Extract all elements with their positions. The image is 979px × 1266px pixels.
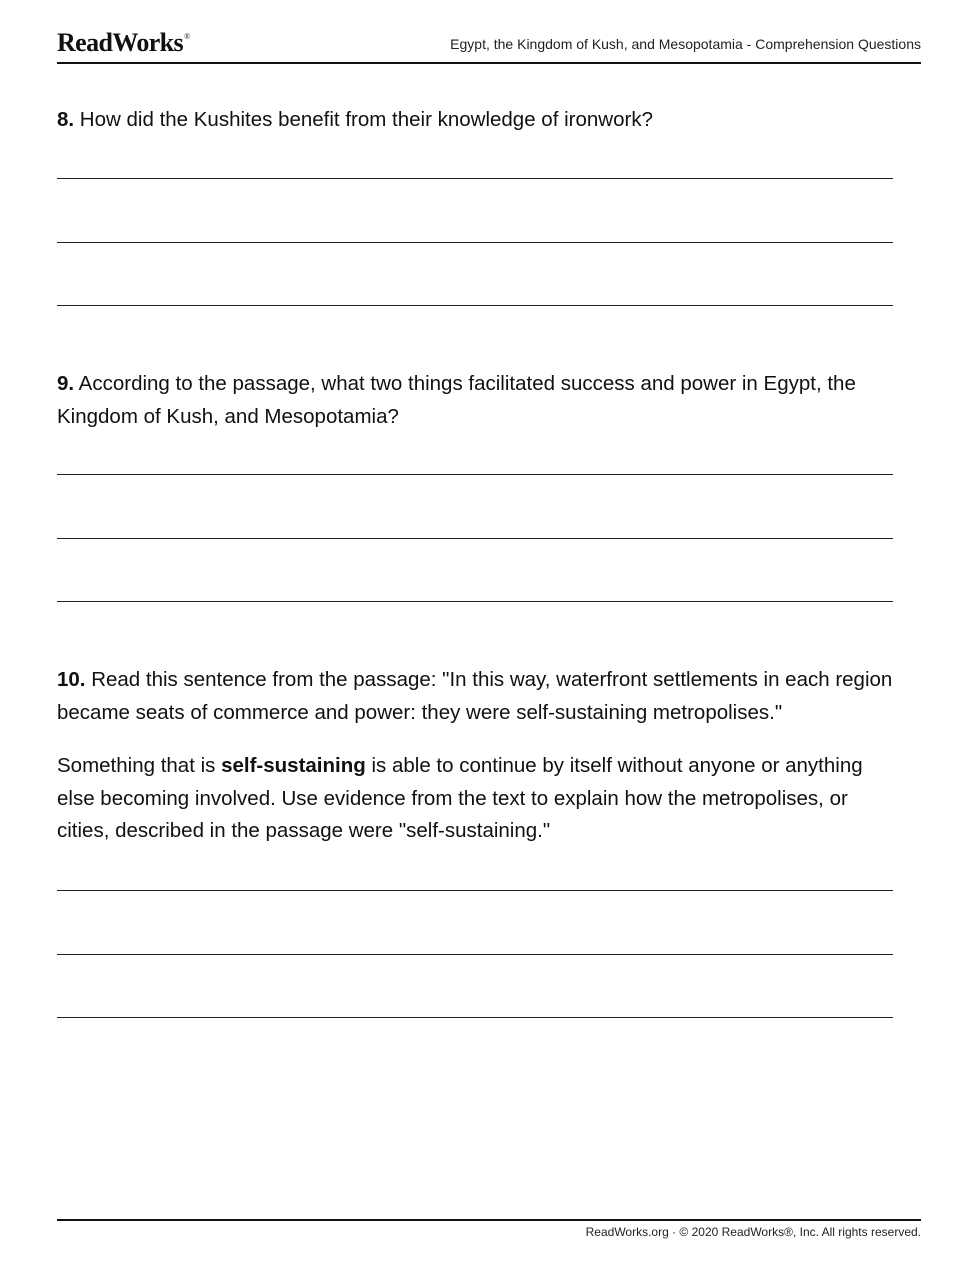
page-header	[57, 26, 921, 64]
answer-line-9-3[interactable]	[57, 601, 893, 602]
answer-line-8-1[interactable]	[57, 178, 893, 179]
question-text: According to the passage, what two things facilitated success and power in Egypt, the Kingdom of Kush, and Mesopotamia?	[57, 372, 856, 428]
question-text: Read this sentence from the passage: "In this way, waterfront settlements in each region became seats of commerce and power: they were self-sustaining metropolises."	[57, 668, 893, 724]
answer-line-8-3[interactable]	[57, 305, 893, 306]
answer-line-10-2[interactable]	[57, 954, 893, 955]
question-number: 8.	[57, 108, 75, 131]
followup-text-end: is able to continue by itself without anyone or anything else becoming involved. Use evidence from the text to explain how the metropolises, or cities, described in the passage were "self-sustaining."	[57, 754, 863, 842]
question-10-prompt	[57, 664, 893, 729]
logo-text: ReadWorks	[57, 28, 184, 57]
document-title: Egypt, the Kingdom of Kush, and Mesopotamia - Comprehension Questions	[450, 36, 921, 52]
question-10	[57, 664, 893, 848]
answer-line-10-1[interactable]	[57, 890, 893, 891]
question-8	[57, 104, 893, 137]
readworks-logo	[57, 28, 190, 58]
answer-line-9-2[interactable]	[57, 538, 893, 539]
question-8-prompt	[57, 104, 893, 137]
logo-registered-mark: ®	[184, 32, 190, 41]
answer-line-10-3[interactable]	[57, 1017, 893, 1018]
question-9-prompt	[57, 368, 893, 433]
question-text: How did the Kushites benefit from their knowledge of ironwork?	[74, 108, 653, 131]
answer-line-8-2[interactable]	[57, 242, 893, 243]
footer-copyright: ReadWorks.org · © 2020 ReadWorks®, Inc. All rights reserved.	[585, 1225, 921, 1239]
answer-line-9-1[interactable]	[57, 474, 893, 475]
followup-text-start: Something that is	[57, 754, 222, 777]
question-9	[57, 368, 893, 433]
question-number: 9.	[57, 372, 75, 395]
followup-key-term: self-sustaining	[221, 754, 366, 777]
question-10-followup	[57, 750, 893, 848]
question-number: 10.	[57, 668, 86, 691]
footer-divider	[57, 1219, 921, 1221]
